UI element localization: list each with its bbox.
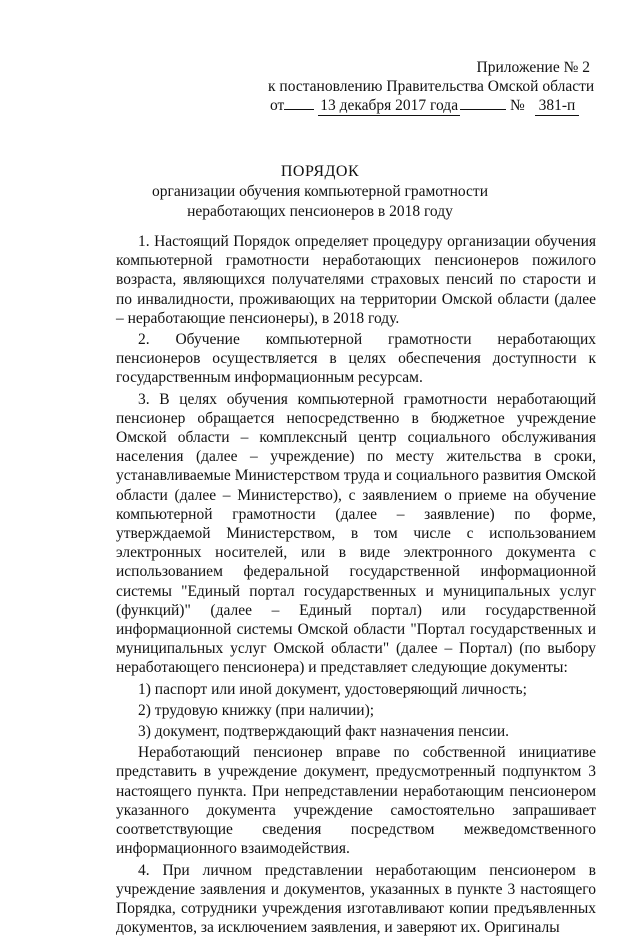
heading-block [0, 162, 640, 222]
paragraph-4: 4. При личном представлении неработающим пенсионером в учреждение заявления и документов, указанных в пункте 3 настоящего Порядка, сотрудники учреждения изготавливают копии предъявленных документов, за исключением заявления, и заверяют их. Оригиналы [116, 861, 596, 937]
resolution-number: 381-п [535, 96, 580, 116]
paragraph-2: 2. Обучение компьютерной грамотности неработающих пенсионеров осуществляется в целях обеспечения доступности к государственным информационным ресурсам. [116, 331, 596, 387]
document-body [116, 232, 596, 939]
appendix-number: Приложение № 2 [476, 59, 590, 76]
list-item-2: 2) трудовую книжку (при наличии); [138, 701, 375, 719]
appendix-block [268, 58, 598, 116]
from-label: от [270, 97, 285, 114]
blank-line [460, 97, 506, 110]
appendix-resolution: к постановлению Правительства Омской области [268, 78, 595, 95]
appendix-date-line [268, 96, 598, 116]
list-item-3: 3) документ, подтверждающий факт назначения пенсии. [138, 723, 510, 741]
document-subtitle-line1: организации обучения компьютерной грамотности [151, 183, 488, 200]
paragraph-3-note: Неработающий пенсионер вправе по собственной инициативе представить в учреждение документ, предусмотренный подпунктом 3 настоящего пункта. При непредставлении неработающим пенсионером указанного документа учреждение самостоятельно запрашивает соответствующие сведения посредством межведомственного информационного взаимодействия. [116, 744, 596, 858]
paragraph-3: 3. В целях обучения компьютерной грамотности неработающий пенсионер обращается непосредственно в бюджетное учреждение Омской области – комплексный центр социального обслуживания населения (далее – учреждение) по месту жительства в сроки, устанавливаемые Министерством труда и социального развития Омской области (далее – Министерство), с заявлением о приеме на обучение компьютерной грамотности (далее – заявление) по форме, утверждаемой Министерством, в том числе с использованием электронных носителей, или в виде электронного документа с использованием федеральной государственной информационной системы "Единый портал государственных и муниципальных услуг (функций)" (далее – Единый портал) или государственной информационной системы Омской области "Портал государственных и муниципальных услуг Омской области" (далее – Портал) (по выбору неработающего пенсионера) и представляет следующие документы: [116, 390, 596, 677]
number-label: № [509, 97, 525, 114]
document-title: ПОРЯДОК [280, 163, 360, 180]
blank-line [284, 97, 314, 110]
resolution-date: 13 декабря 2017 года [320, 97, 459, 114]
document-subtitle-line2: неработающих пенсионеров в 2018 году [187, 203, 453, 220]
paragraph-1: 1. Настоящий Порядок определяет процедуру организации обучения компьютерной грамотности неработающих пенсионеров пожилого возраста, являющихся получателями страховых пенсий по старости и по инвалидности, проживающих на территории Омской области (далее – неработающие пенсионеры), в 2018 году. [116, 233, 596, 327]
list-item-1: 1) паспорт или иной документ, удостоверяющий личность; [138, 680, 527, 698]
